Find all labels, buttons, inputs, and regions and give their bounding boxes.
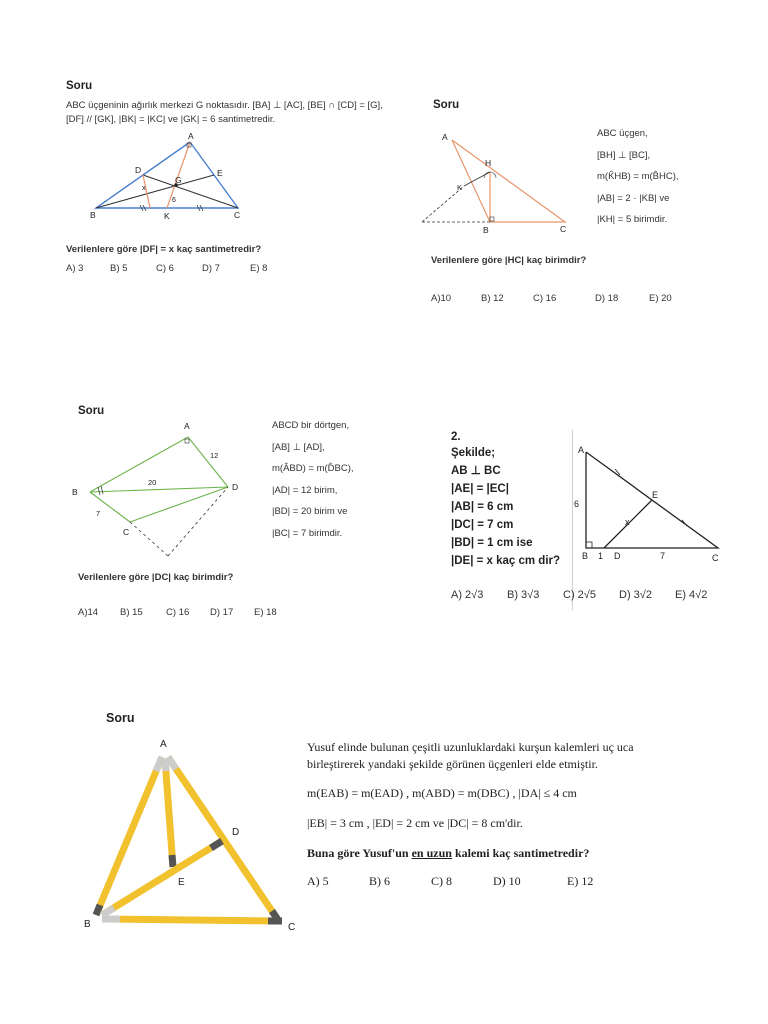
q4-label-d: D [614, 551, 621, 561]
q4-choice-b[interactable]: B) 3√3 [507, 589, 540, 601]
q5-question-post: kalemi kaç santimetredir? [451, 846, 590, 860]
q3-label-7: 7 [96, 509, 101, 518]
q5-label-e: E [178, 877, 185, 888]
q2-statement [597, 123, 679, 231]
q4-label-6: 6 [574, 499, 580, 509]
q1-choice-b[interactable]: B) 5 [110, 263, 128, 274]
q2-choice-c[interactable]: C) 16 [533, 293, 557, 304]
q4-choice-e[interactable]: E) 4√2 [675, 589, 708, 601]
q2-label-b: B [483, 225, 489, 235]
q3-line-2: [AB] ⊥ [AD], [272, 441, 325, 453]
q4-line-3: |AE| = |EC| [451, 483, 509, 495]
q2-figure [420, 128, 580, 240]
q1-label-x: x [142, 183, 146, 192]
q3-choice-c[interactable]: C) 16 [166, 607, 190, 618]
q5-choice-b[interactable]: B) 6 [369, 874, 390, 888]
q5-label-b: B [84, 919, 91, 930]
q2-choice-b[interactable]: B) 12 [481, 293, 504, 304]
q1-median-cd [143, 175, 238, 208]
q4-label-a: A [578, 445, 585, 455]
q3-label-20: 20 [148, 478, 157, 487]
q2-choices [431, 293, 672, 304]
q5-pencil-ae [165, 759, 173, 867]
q1-choice-d[interactable]: D) 7 [202, 263, 220, 274]
q3-line-1: ABCD bir dörtgen, [272, 420, 350, 431]
q3-label-d: D [232, 482, 239, 492]
q1-choice-a[interactable]: A) 3 [66, 263, 84, 274]
q1-line-1: ABC üçgeninin ağırlık merkezi G noktasıdır. [BA] ⊥ [AC], [BE] ∩ [CD] = [G], [66, 100, 383, 111]
q3-side-ab [90, 437, 188, 492]
q1-median-be [96, 175, 214, 208]
q5-choices [307, 874, 593, 889]
q4-choice-d[interactable]: D) 3√2 [619, 589, 652, 601]
q4-line-1: Şekilde; [451, 447, 496, 459]
q1-label-b: B [90, 210, 96, 220]
q4-line-7: |DE| = x kaç cm dir? [451, 555, 561, 567]
q4-label-7: 7 [660, 551, 666, 561]
q1-choices [66, 263, 267, 274]
q5-choice-a[interactable]: A) 5 [307, 874, 329, 888]
q5-question-emphasis: en uzun [411, 846, 452, 860]
q4-label-1: 1 [598, 551, 604, 561]
q3-line-4: |AD| = 12 birim, [272, 484, 338, 496]
q3-choices [78, 607, 277, 618]
q3-choice-d[interactable]: D) 17 [210, 607, 234, 618]
q2-line-3: m(K̂HB) = m(B̂HC), [597, 171, 679, 182]
q3-figure [68, 415, 253, 565]
q3-label-c: C [123, 527, 130, 537]
q4-number: 2. [451, 431, 461, 443]
q4-figure [572, 440, 732, 568]
q4-statement [451, 430, 560, 570]
q1-label-c: C [234, 210, 241, 220]
q2-question: Verilenlere göre |HC| kaç birimdir? [431, 255, 587, 266]
q5-line-1: Yusuf elinde bulunan çeşitli uzunluklardaki kurşun kalemleri uç uca [307, 740, 634, 754]
q1-label-g: G [175, 175, 182, 185]
q5-pencil-figure [80, 735, 305, 935]
q4-label-b: B [582, 551, 589, 561]
q2-choice-e[interactable]: E) 20 [649, 293, 672, 304]
q2-title: Soru [433, 99, 460, 111]
q2-line-5: |KH| = 5 birimdir. [597, 214, 668, 225]
q3-label-a: A [184, 421, 190, 431]
q5-line-2: birleştirerek yandaki şekilde görünen üçgenleri elde etmiştir. [307, 757, 598, 771]
q3-choice-b[interactable]: B) 15 [120, 607, 143, 618]
q3-choice-a[interactable]: A)14 [78, 607, 99, 618]
q1-statement [66, 99, 426, 126]
q3-line-5: |BD| = 20 birim ve [272, 506, 348, 517]
q1-line-2: [DF] // [GK], |BK| = |KC| ve |GK| = 6 santimetredir. [66, 113, 276, 125]
q4-choice-c[interactable]: C) 2√5 [563, 589, 596, 601]
q5-title: Soru [106, 711, 135, 725]
q5-statement [307, 739, 727, 773]
q2-label-k: K [457, 183, 463, 192]
q3-choice-e[interactable]: E) 18 [254, 607, 277, 618]
q2-choice-a[interactable]: A)10 [431, 293, 452, 304]
q1-label-a: A [188, 131, 194, 141]
q3-question: Verilenlere göre |DC| kaç birimdir? [78, 572, 234, 583]
q5-pencil-ac [168, 757, 278, 920]
q3-label-b: B [72, 487, 78, 497]
q2-choice-d[interactable]: D) 18 [595, 293, 619, 304]
q5-label-d: D [232, 827, 240, 838]
q4-label-e: E [652, 490, 659, 500]
q2-line-1: ABC üçgen, [597, 128, 648, 139]
q4-label-x: x [625, 517, 630, 527]
q5-label-c: C [288, 922, 296, 933]
q5-label-a: A [160, 739, 167, 750]
q3-diagonal-bd [90, 487, 228, 492]
q2-side-ab [452, 140, 490, 222]
q3-side-ad [188, 437, 228, 487]
q2-line-2: [BH] ⊥ [BC], [597, 149, 651, 161]
q3-label-12: 12 [210, 451, 219, 460]
q4-line-6: |BD| = 1 cm ise [451, 537, 533, 549]
q1-label-6: 6 [172, 197, 176, 204]
q5-question [307, 846, 589, 861]
q2-line-4: |AB| = 2 · |KB| ve [597, 192, 670, 204]
q3-title: Soru [78, 405, 105, 417]
q4-choices [451, 589, 707, 601]
q3-extension-bc [130, 522, 168, 556]
q4-line-4: |AB| = 6 cm [451, 501, 514, 513]
q1-choice-e[interactable]: E) 8 [250, 263, 268, 274]
q1-question: Verilenlere göre |DF| = x kaç santimetredir? [66, 244, 262, 255]
q2-label-c: C [560, 224, 567, 234]
q1-label-k: K [164, 211, 170, 221]
q1-figure [80, 130, 270, 225]
q5-choice-e[interactable]: E) 12 [567, 874, 594, 888]
q5-question-pre: Buna göre Yusuf'un [307, 846, 412, 860]
q5-pencil-bc [102, 919, 282, 921]
q3-line-6: |BC| = 7 birimdir. [272, 527, 343, 539]
q5-pencil-ab [96, 757, 162, 915]
q4-line-5: |DC| = 7 cm [451, 519, 514, 531]
q2-label-a: A [442, 132, 448, 142]
q5-formula-1: m(EAB) = m(EAD) , m(ABD) = m(DBC) , |DA| ≤ 4 cm [307, 786, 577, 800]
q1-label-e: E [217, 168, 223, 178]
q4-choice-a[interactable]: A) 2√3 [451, 589, 484, 601]
q1-choice-c[interactable]: C) 6 [156, 263, 174, 274]
q2-label-h: H [485, 158, 492, 168]
q1-label-d: D [135, 165, 142, 175]
q3-line-3: m(ÂBD) = m(D̂BC), [272, 463, 354, 474]
q3-statement [272, 415, 354, 544]
q4-line-2: AB ⊥ BC [451, 465, 501, 477]
q2-triangle-sides [452, 140, 565, 222]
q1-title: Soru [66, 80, 93, 92]
q5-choice-c[interactable]: C) 8 [431, 874, 452, 888]
q4-label-c: C [712, 553, 719, 563]
q5-choice-d[interactable]: D) 10 [493, 874, 521, 888]
q5-formula-2: |EB| = 3 cm , |ED| = 2 cm ve |DC| = 8 cm'dir. [307, 816, 523, 830]
